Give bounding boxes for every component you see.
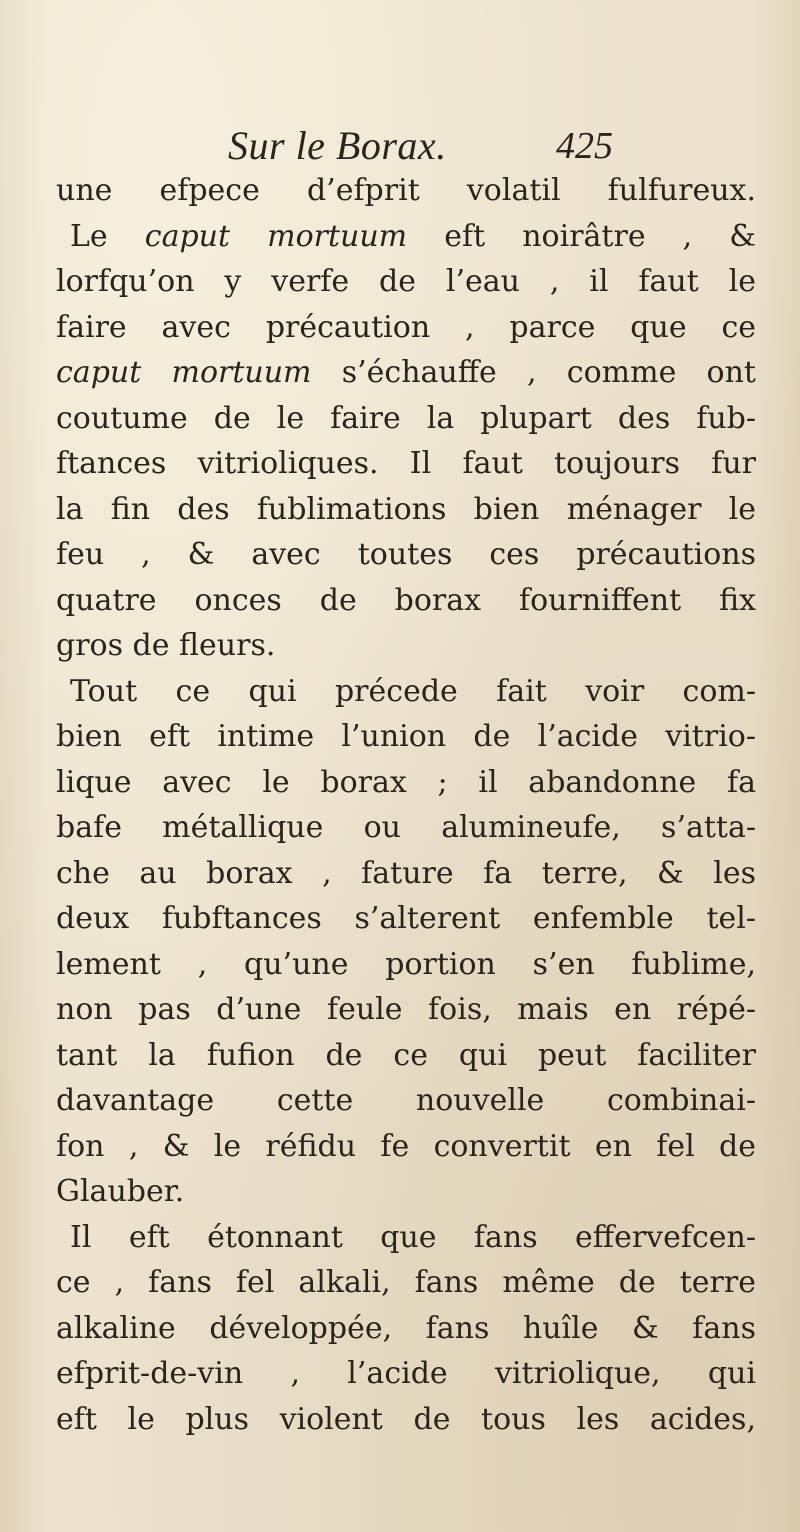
text-line: gros de fleurs. xyxy=(56,628,276,663)
text-line: feu , & avec toutes ces précautions xyxy=(56,537,756,572)
text-line: efprit-de-vin , l’acide vitriolique, qui xyxy=(56,1356,756,1391)
text-line: eft le plus violent de tous les acides, xyxy=(56,1401,756,1437)
text-line: lement , qu’une portion s’en fublime, xyxy=(56,946,756,982)
text-line: non pas d’une feule fois, mais en répé- xyxy=(56,992,756,1027)
page-number: 425 xyxy=(556,125,613,167)
text-line: fon , & le réfidu fe convertit en fel de xyxy=(56,1128,756,1164)
text-line: ce , fans fel alkali, fans même de terre xyxy=(56,1265,756,1300)
body-text xyxy=(56,168,756,1442)
text-line: lorfqu’on y verfe de l’eau , il faut le xyxy=(56,264,756,299)
text-line: tant la fufion de ce qui peut faciliter xyxy=(56,1037,756,1073)
text-line: coutume de le faire la plupart des fub- xyxy=(56,400,756,436)
text-line: bafe métallique ou alumineufe, s’atta- xyxy=(56,810,756,845)
text-line: une efpece d’efprit volatil fulfureux. xyxy=(56,173,756,208)
text-line: quatre onces de borax fourniffent fix xyxy=(56,582,756,618)
text-line: la fin des fublimations bien ménager le xyxy=(56,491,756,527)
text-line: davantage cette nouvelle combinai- xyxy=(56,1083,756,1118)
text-line: bien eft intime l’union de l’acide vitrio- xyxy=(56,719,756,754)
latin-term: caput mortuum xyxy=(144,218,408,254)
text-line: Le caput mortuum eft noirâtre , & xyxy=(70,218,756,254)
text-line: Tout ce qui précede fait voir com- xyxy=(70,673,756,709)
running-head xyxy=(0,122,800,172)
text-line: Il eft étonnant que fans effervefcen- xyxy=(70,1219,756,1255)
text-line: alkaline développée, fans huîle & fans xyxy=(56,1310,756,1346)
text-line: ftances vitrioliques. Il faut toujours fur xyxy=(56,446,756,481)
running-title: Sur le Borax. xyxy=(228,123,447,168)
text-line: faire avec précaution , parce que ce xyxy=(56,309,756,345)
text-line: caput mortuum s’échauffe , comme ont xyxy=(56,355,756,390)
text-line: deux fubftances s’alterent enfemble tel- xyxy=(56,901,756,936)
text-line: lique avec le borax ; il abandonne fa xyxy=(56,764,756,800)
text-line: Glauber. xyxy=(56,1174,185,1209)
latin-term: caput mortuum xyxy=(56,355,312,390)
text-line: che au borax , fature fa terre, & les xyxy=(56,855,756,891)
